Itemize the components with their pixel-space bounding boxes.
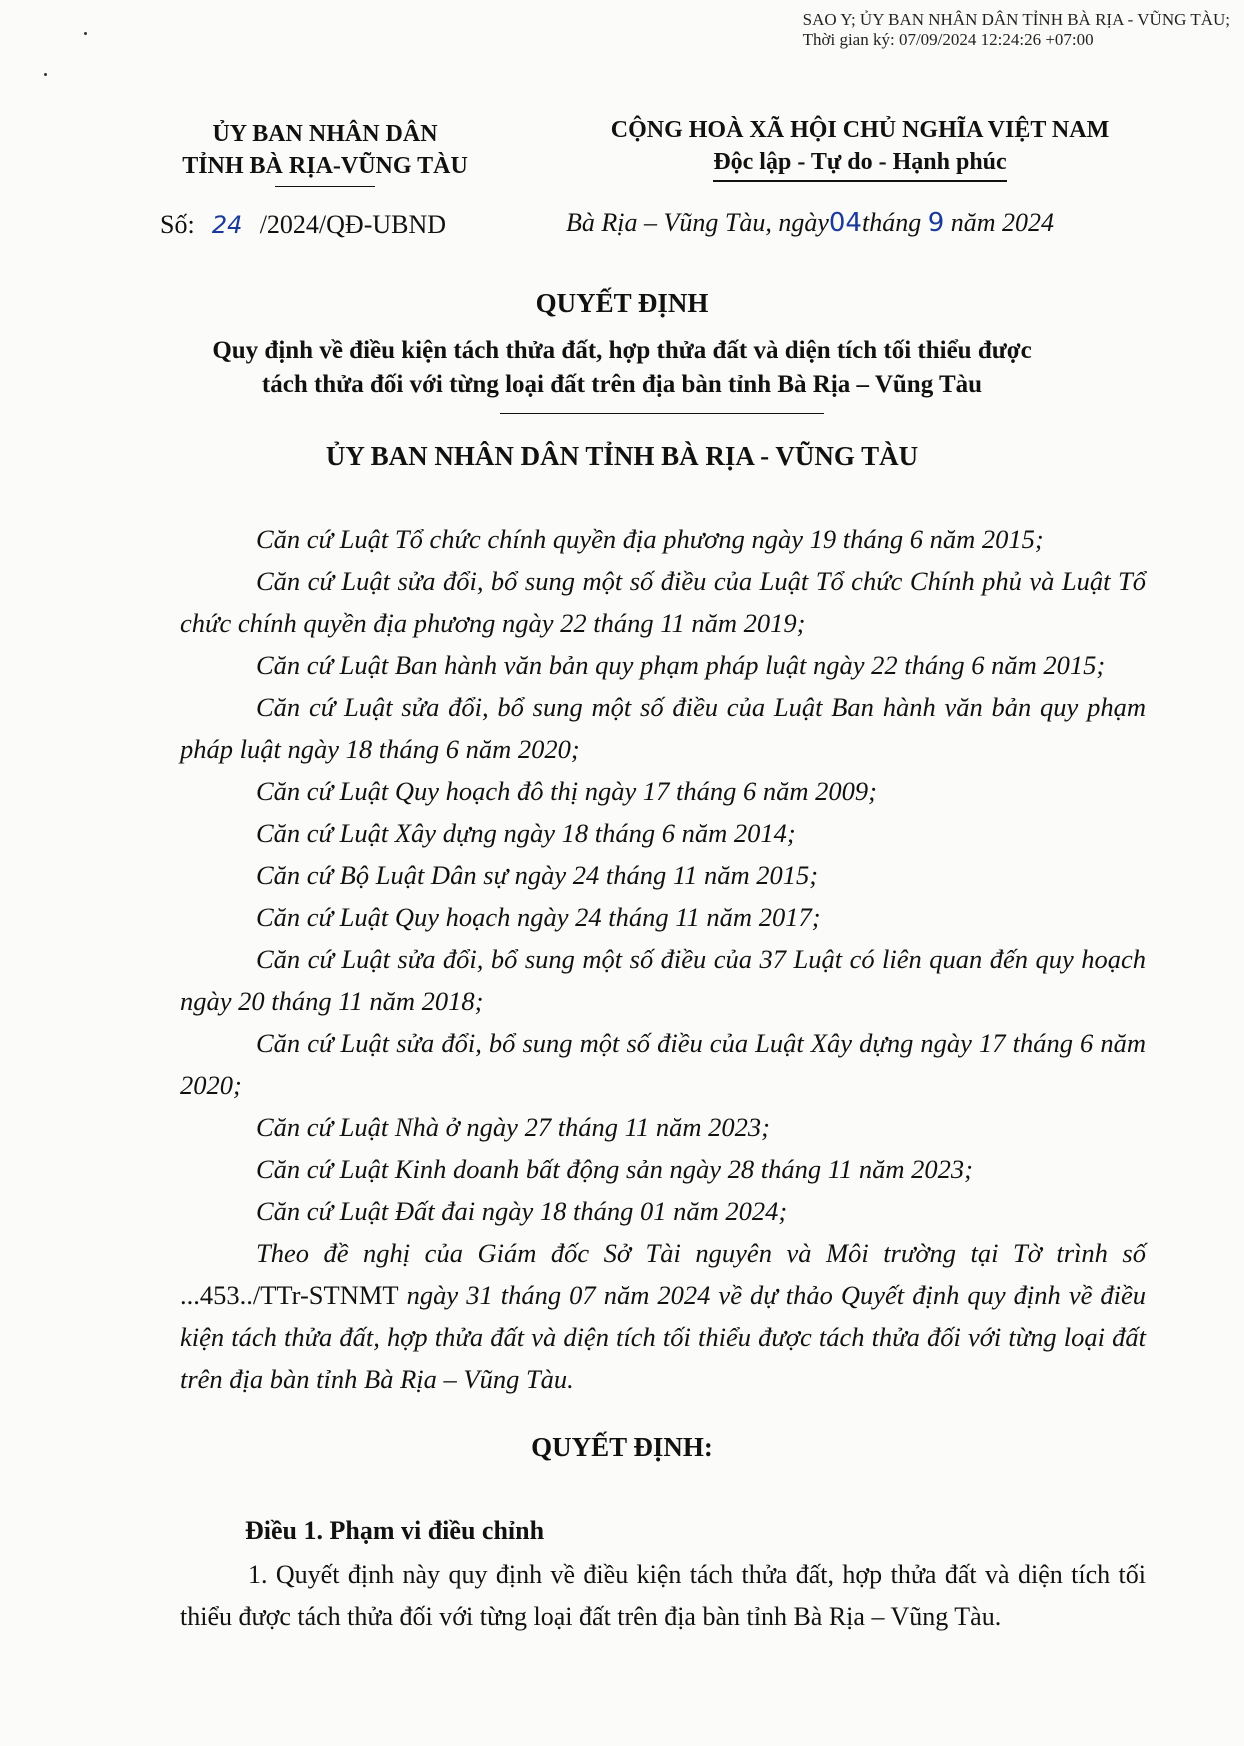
proposal-intro: Theo đề nghị của Giám đốc Sở Tài nguyên và Môi trường tại Tờ trình số [256, 1238, 1146, 1268]
document-subject [0, 334, 1244, 402]
article-1-clause-1: 1. Quyết định này quy định về điều kiện tách thửa đất, hợp thửa đất và diện tích tối thiểu được tách thửa đối với từng loại đất trên địa bàn tỉnh Bà Rịa – Vũng Tàu. [180, 1560, 1146, 1631]
number-label: Số: [160, 210, 195, 239]
org-underline [275, 186, 375, 187]
basis-item: Căn cứ Luật Nhà ở ngày 27 tháng 11 năm 2023; [256, 1112, 770, 1142]
basis-item: Căn cứ Luật Quy hoạch ngày 24 tháng 11 năm 2017; [256, 902, 821, 932]
document-number [160, 210, 446, 240]
basis-item: Căn cứ Luật sửa đổi, bổ sung một số điều của Luật Xây dựng ngày 17 tháng 6 năm 2020; [180, 1028, 1146, 1100]
basis-item: Căn cứ Luật Đất đai ngày 18 tháng 01 năm 2024; [256, 1196, 788, 1226]
basis-item: Căn cứ Luật sửa đổi, bổ sung một số điều của 37 Luật có liên quan đến quy hoạch ngày 20 tháng 11 năm 2018; [180, 944, 1146, 1016]
decision-heading: QUYẾT ĐỊNH: [531, 1432, 713, 1462]
national-motto: Độc lập - Tự do - Hạnh phúc [713, 146, 1006, 182]
basis-item: Căn cứ Luật sửa đổi, bổ sung một số điều của Luật Tổ chức Chính phủ và Luật Tổ chức chính quyền địa phương ngày 22 tháng 11 năm 2019; [180, 566, 1146, 638]
issuing-organization [140, 118, 510, 182]
org-line-2: TỈNH BÀ RỊA-VŨNG TÀU [182, 153, 468, 179]
country-name: CỘNG HOÀ XÃ HỘI CHỦ NGHĨA VIỆT NAM [610, 117, 1110, 143]
subject-line-2: tách thửa đối với từng loại đất trên địa bàn tỉnh Bà Rịa – Vũng Tàu [261, 371, 983, 398]
number-suffix: /2024/QĐ-UBND [259, 210, 447, 239]
basis-item: Căn cứ Luật Ban hành văn bản quy phạm pháp luật ngày 22 tháng 6 năm 2015; [256, 650, 1106, 680]
article-1-title: Điều 1. Phạm vi điều chỉnh [245, 1516, 545, 1545]
stamp-line-1: SAO Y; ỦY BAN NHÂN DÂN TỈNH BÀ RỊA - VŨNG TÀU; [802, 10, 1230, 29]
proposal-number: ...453../TTr-STNMT [180, 1280, 399, 1310]
legal-basis [180, 518, 1146, 1400]
national-header [540, 114, 1180, 182]
basis-item: Căn cứ Bộ Luật Dân sự ngày 24 tháng 11 năm 2015; [256, 860, 819, 890]
basis-item: Căn cứ Luật Tổ chức chính quyền địa phương ngày 19 tháng 6 năm 2015; [256, 524, 1044, 554]
org-line-1: ỦY BAN NHÂN DÂN [212, 121, 438, 147]
issuing-authority: ỦY BAN NHÂN DÂN TỈNH BÀ RỊA - VŨNG TÀU [325, 441, 919, 471]
place-and-date [566, 208, 1054, 238]
basis-item: Căn cứ Luật Quy hoạch đô thị ngày 17 tháng 6 năm 2009; [256, 776, 877, 806]
proposal-body: ngày 31 tháng 07 năm 2024 về dự thảo Quyết định quy định về điều kiện tách thửa đất, hợp thửa đất và diện tích tối thiểu được tách thửa đối với từng loại đất trên địa bàn tỉnh Bà Rịa – Vũng Tàu. [180, 1280, 1147, 1394]
basis-item: Căn cứ Luật Xây dựng ngày 18 tháng 6 năm 2014; [256, 818, 796, 848]
stamp-line-2: Thời gian ký: 07/09/2024 12:24:26 +07:00 [802, 30, 1094, 49]
handwritten-number: 24 [211, 211, 243, 239]
scan-speck [84, 32, 87, 35]
month-label: tháng [861, 208, 922, 237]
proposal-paragraph [180, 1232, 1146, 1400]
subject-line-1: Quy định về điều kiện tách thửa đất, hợp thửa đất và diện tích tối thiểu được [212, 337, 1032, 364]
digital-signature-stamp [803, 10, 1230, 50]
basis-item: Căn cứ Luật sửa đổi, bổ sung một số điều của Luật Ban hành văn bản quy phạm pháp luật ngày 18 tháng 6 năm 2020; [180, 692, 1146, 764]
scan-speck [44, 73, 47, 76]
year-text: năm 2024 [950, 208, 1055, 237]
document-type-title: QUYẾT ĐỊNH [535, 288, 709, 318]
handwritten-month: 9 [927, 208, 945, 238]
title-underline [500, 413, 824, 414]
place-prefix: Bà Rịa – Vũng Tàu, ngày [566, 208, 829, 237]
handwritten-day: 04 [828, 208, 862, 238]
basis-item: Căn cứ Luật Kinh doanh bất động sản ngày 28 tháng 11 năm 2023; [256, 1154, 973, 1184]
article-1-body [180, 1554, 1146, 1638]
